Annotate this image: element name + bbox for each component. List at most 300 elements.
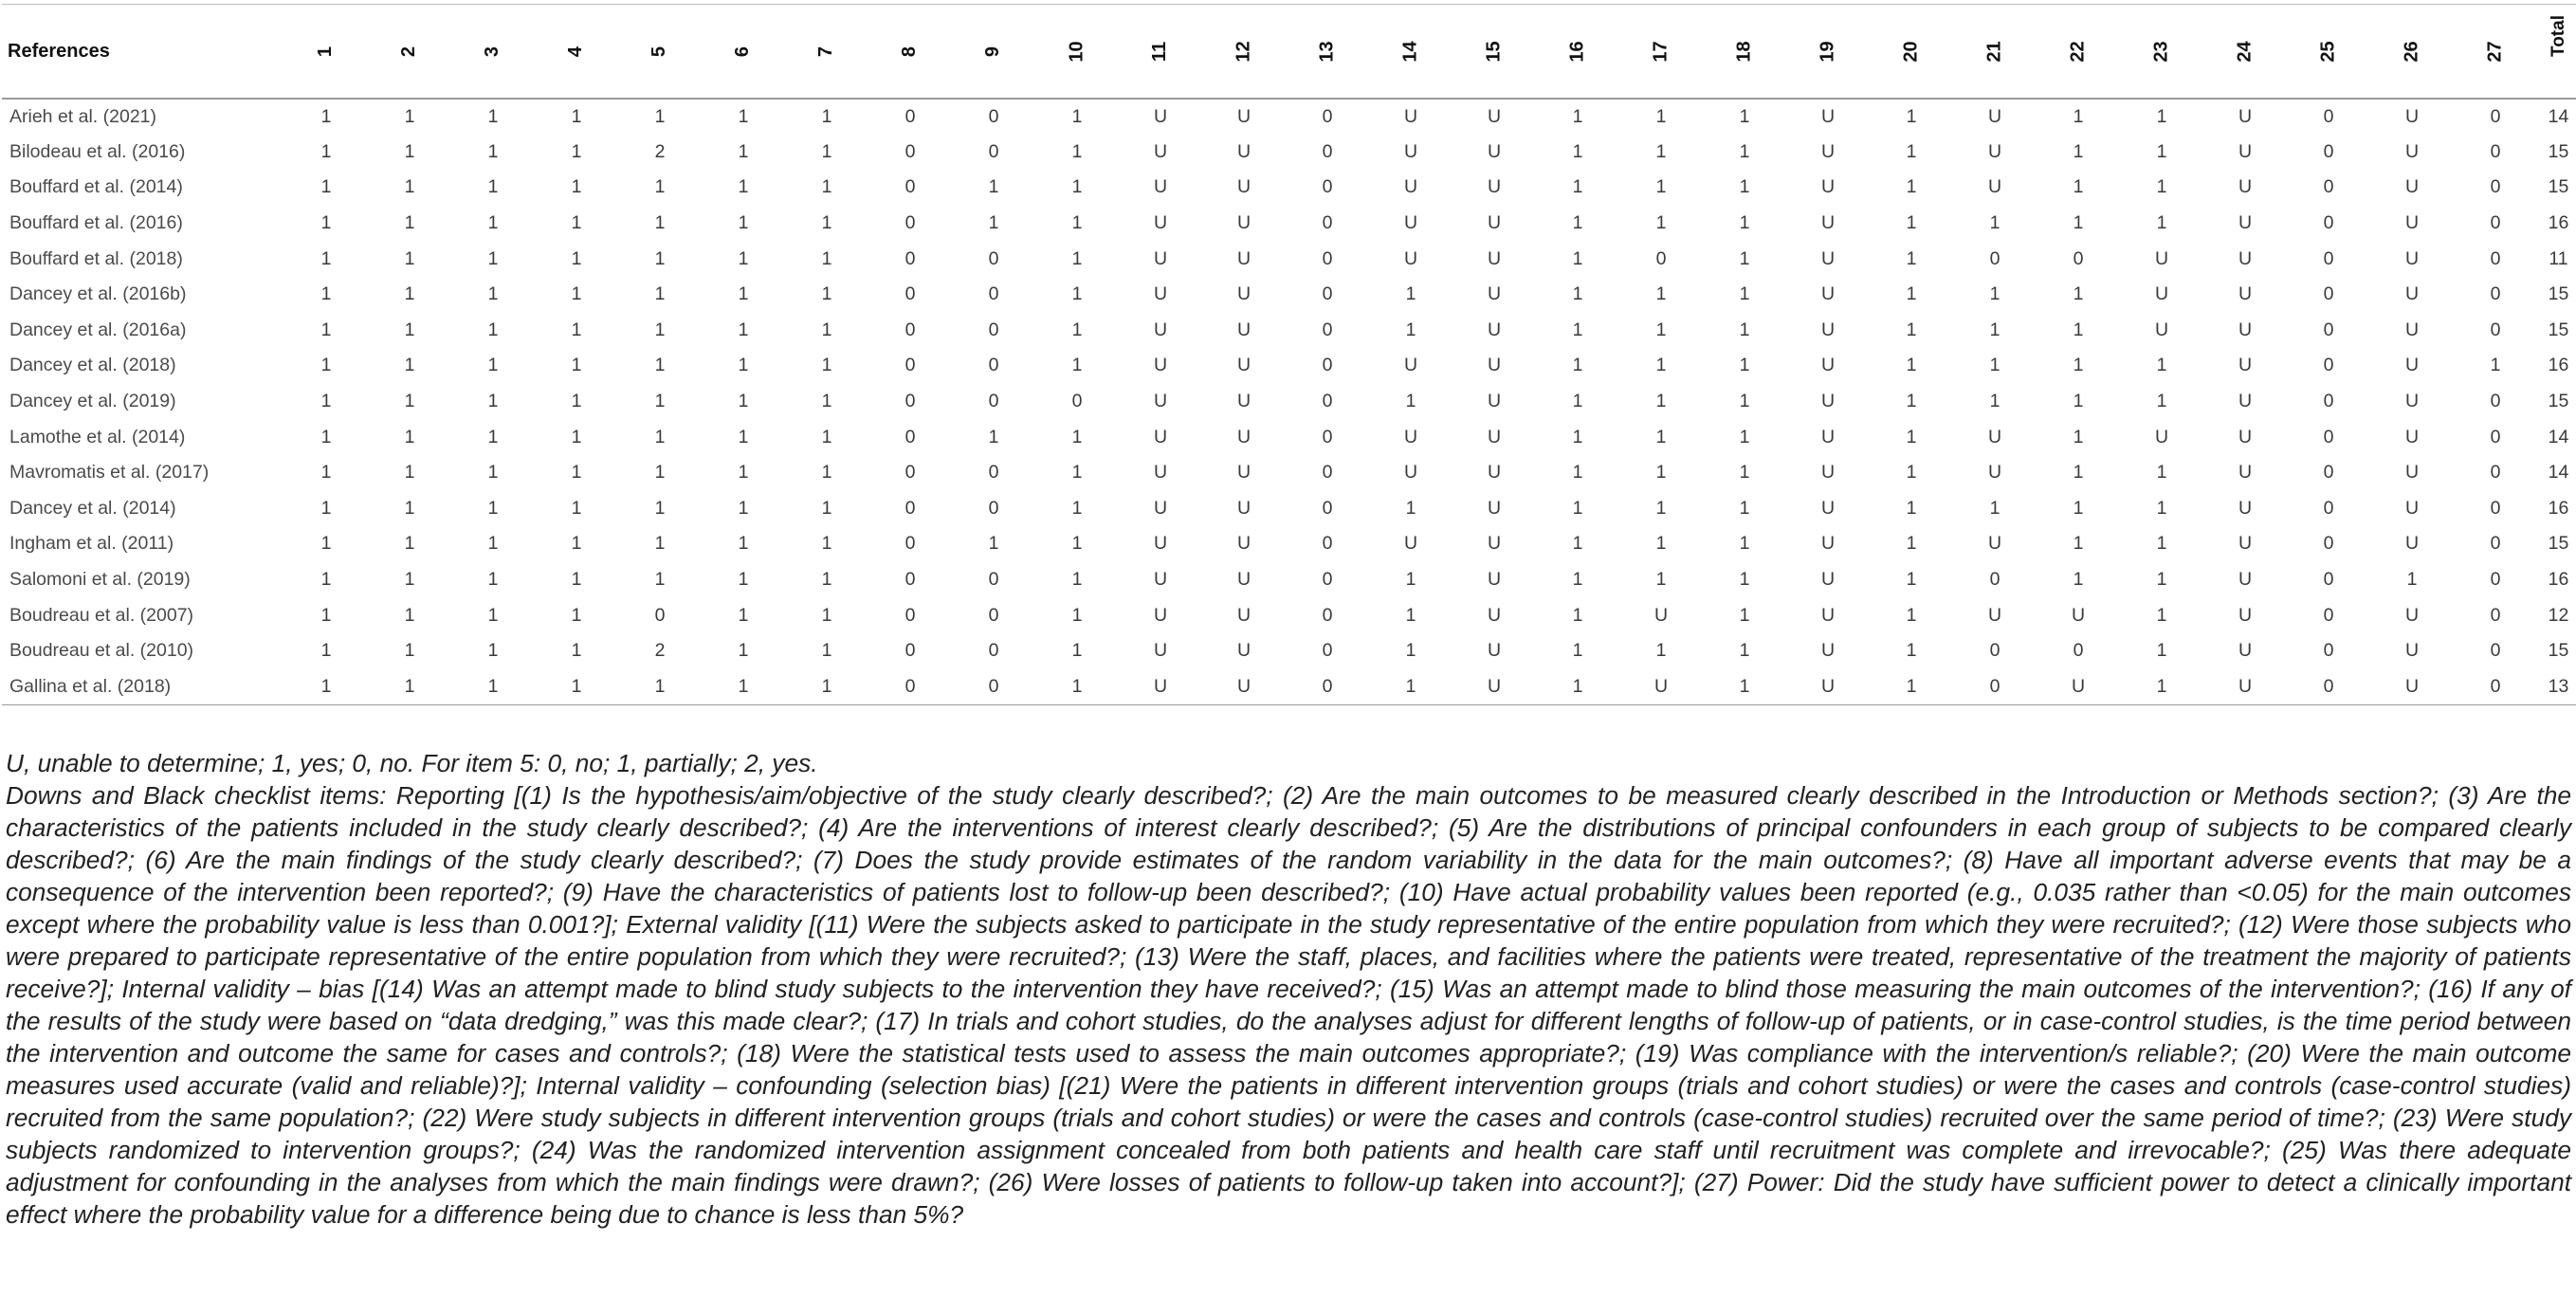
score-cell: U xyxy=(1202,669,1286,705)
reference-cell: Ingham et al. (2011) xyxy=(9,533,174,555)
score-cell: 1 xyxy=(284,669,368,705)
score-cell: U xyxy=(1786,669,1870,705)
score-cell: U xyxy=(1820,569,1836,591)
score-cell: 0 xyxy=(1322,247,1333,269)
score-cell: 1 xyxy=(404,426,415,447)
score-cell: 0 xyxy=(988,283,999,305)
score-cell: 1 xyxy=(571,176,582,198)
score-cell: 1 xyxy=(1071,569,1083,591)
score-cell: 1 xyxy=(1739,426,1750,447)
item-column-header xyxy=(1369,5,1452,100)
score-cell: 0 xyxy=(1322,176,1333,198)
score-cell: U xyxy=(2071,604,2086,626)
score-cell: 1 xyxy=(1405,569,1416,591)
score-cell: 1 xyxy=(1906,391,1917,412)
score-cell: 1 xyxy=(1906,355,1917,376)
score-cell: U xyxy=(2238,391,2253,412)
score-cell: U xyxy=(2404,391,2420,412)
score-cell: 0 xyxy=(2490,283,2501,305)
score-cell: U xyxy=(1487,140,1502,162)
score-cell: 1 xyxy=(1906,319,1917,340)
score-cell: 0 xyxy=(2323,355,2334,376)
score-cell: U xyxy=(2404,247,2420,269)
score-cell: 1 xyxy=(1405,497,1416,519)
score-cell: U xyxy=(2404,497,2420,519)
score-cell: 1 xyxy=(1071,105,1083,127)
score-cell: 1 xyxy=(821,426,832,447)
score-cell: 1 xyxy=(738,604,749,626)
score-cell: 1 xyxy=(1405,640,1416,662)
score-cell: 1 xyxy=(1655,533,1667,555)
score-cell: 1 xyxy=(2156,533,2167,555)
item-column-header-label: 13 xyxy=(1316,40,1338,63)
item-column-header-label: 17 xyxy=(1650,40,1672,63)
score-cell: 1 xyxy=(1989,283,2001,305)
score-cell: 1 xyxy=(320,391,332,412)
item-column-header xyxy=(1536,5,1619,100)
score-cell: 0 xyxy=(1322,569,1333,591)
score-cell: U xyxy=(1403,462,1418,484)
score-cell: U xyxy=(1236,640,1251,662)
score-cell: 1 xyxy=(1536,669,1619,705)
score-cell: U xyxy=(1153,426,1168,447)
score-cell: 1 xyxy=(487,140,499,162)
score-cell: 1 xyxy=(1071,640,1083,662)
score-cell: 0 xyxy=(2323,604,2334,626)
score-cell: 1 xyxy=(487,640,499,662)
item-column-header xyxy=(1953,5,2037,100)
item-column-header xyxy=(2287,5,2370,100)
score-cell: U xyxy=(1153,497,1168,519)
score-cell: 1 xyxy=(654,355,666,376)
score-cell: 1 xyxy=(618,669,702,705)
score-cell: 0 xyxy=(904,105,916,127)
score-cell: U xyxy=(1153,105,1168,127)
item-column-header-label: 25 xyxy=(2317,40,2339,63)
score-cell: U xyxy=(1987,426,2002,447)
score-cell: 1 xyxy=(1739,247,1750,269)
score-cell: 1 xyxy=(1572,355,1583,376)
score-cell: U xyxy=(1153,462,1168,484)
score-cell: 0 xyxy=(904,604,916,626)
score-cell: 1 xyxy=(1739,283,1750,305)
item-column-header-label: 19 xyxy=(1817,40,1838,63)
score-cell: 1 xyxy=(320,176,332,198)
item-column-header-label: 20 xyxy=(1900,40,1922,63)
score-cell: 1 xyxy=(487,355,499,376)
score-cell: 0 xyxy=(1322,391,1333,412)
score-cell: 1 xyxy=(654,426,666,447)
item-column-header-label: 4 xyxy=(565,46,587,57)
score-cell: U xyxy=(1987,140,2002,162)
score-cell: U xyxy=(1236,355,1251,376)
score-cell: 1 xyxy=(404,319,415,340)
score-cell: 0 xyxy=(2287,669,2370,705)
item-column-header-label: 8 xyxy=(899,46,921,57)
score-cell: 1 xyxy=(320,355,332,376)
score-cell: 1 xyxy=(1071,140,1083,162)
score-cell: 1 xyxy=(821,176,832,198)
score-cell: 1 xyxy=(988,176,999,198)
item-column-header-label: 15 xyxy=(1483,40,1505,63)
score-cell: 1 xyxy=(1739,391,1750,412)
score-cell: 1 xyxy=(487,105,499,127)
score-cell: 1 xyxy=(1071,533,1083,555)
score-cell: U xyxy=(1487,569,1502,591)
score-cell: 0 xyxy=(2490,105,2501,127)
item-column-header-label: 12 xyxy=(1233,40,1254,63)
item-column-header xyxy=(1202,5,1286,100)
score-cell: 1 xyxy=(571,497,582,519)
item-column-header xyxy=(2037,5,2120,100)
item-column-header xyxy=(1452,5,1536,100)
score-cell: 1 xyxy=(1870,669,1953,705)
score-cell: 0 xyxy=(904,391,916,412)
score-cell: 0 xyxy=(1071,391,1083,412)
score-cell: 1 xyxy=(2073,319,2084,340)
score-cell: 1 xyxy=(1739,140,1750,162)
score-cell: U xyxy=(2404,604,2420,626)
score-cell: 1 xyxy=(368,669,451,705)
score-cell: 1 xyxy=(571,247,582,269)
item-column-header xyxy=(1035,5,1119,100)
score-cell: U xyxy=(1403,533,1418,555)
score-cell: 1 xyxy=(2073,391,2084,412)
score-cell: 1 xyxy=(821,604,832,626)
score-cell: 0 xyxy=(988,604,999,626)
score-cell: 1 xyxy=(571,640,582,662)
score-cell: 1 xyxy=(571,533,582,555)
score-cell: 1 xyxy=(1572,640,1583,662)
score-cell: 1 xyxy=(2156,462,2167,484)
table-row xyxy=(2,491,2576,527)
score-cell: 1 xyxy=(1989,319,2001,340)
score-cell: 1 xyxy=(1655,105,1667,127)
score-cell: U xyxy=(1987,533,2002,555)
score-cell: 0 xyxy=(904,140,916,162)
score-legend: U, unable to determine; 1, yes; 0, no. For item 5: 0, no; 1, partially; 2, yes. xyxy=(6,749,818,777)
table-footnotes xyxy=(6,747,2571,1231)
score-cell: 1 xyxy=(571,140,582,162)
score-cell: U xyxy=(1403,355,1418,376)
score-cell: 1 xyxy=(1572,283,1583,305)
score-cell: U xyxy=(1153,569,1168,591)
score-cell: U xyxy=(2404,533,2420,555)
score-cell: 0 xyxy=(2490,533,2501,555)
item-column-header xyxy=(952,5,1035,100)
score-cell: U xyxy=(1403,426,1418,447)
score-cell: 1 xyxy=(320,640,332,662)
total-cell: 16 xyxy=(2548,355,2569,376)
score-cell: U xyxy=(1119,669,1202,705)
score-cell: 1 xyxy=(654,247,666,269)
reference-cell: Bilodeau et al. (2016) xyxy=(9,140,186,162)
score-cell: U xyxy=(2404,426,2420,447)
item-column-header xyxy=(702,5,785,100)
score-cell: U xyxy=(1820,462,1836,484)
score-cell: 1 xyxy=(487,319,499,340)
score-cell: U xyxy=(2404,105,2420,127)
reference-cell: Salomoni et al. (2019) xyxy=(9,569,191,591)
table-row xyxy=(2,562,2576,598)
item-column-header-label: 11 xyxy=(1149,41,1171,62)
score-cell: 1 xyxy=(1071,355,1083,376)
score-cell: 1 xyxy=(404,212,415,234)
score-cell: 1 xyxy=(1739,355,1750,376)
score-cell: 1 xyxy=(821,533,832,555)
score-cell: U xyxy=(1153,391,1168,412)
score-cell: 1 xyxy=(738,176,749,198)
item-column-header xyxy=(1619,5,1703,100)
score-cell: 1 xyxy=(1739,497,1750,519)
score-cell: 0 xyxy=(988,247,999,269)
score-cell: 1 xyxy=(320,247,332,269)
table-header-row xyxy=(2,5,2576,100)
table-row xyxy=(2,277,2576,313)
score-cell: 1 xyxy=(2156,640,2167,662)
score-cell: U xyxy=(1153,604,1168,626)
score-cell: 1 xyxy=(821,462,832,484)
item-column-header xyxy=(2203,5,2287,100)
total-cell: 15 xyxy=(2548,319,2569,340)
score-cell: 1 xyxy=(1405,604,1416,626)
score-cell: U xyxy=(2154,426,2169,447)
table-row xyxy=(2,170,2576,206)
score-cell: U xyxy=(1487,283,1502,305)
score-cell: 1 xyxy=(821,212,832,234)
score-cell: 0 xyxy=(1322,319,1333,340)
score-cell: 0 xyxy=(1322,533,1333,555)
score-cell: U xyxy=(1403,176,1418,198)
score-cell: 0 xyxy=(2490,604,2501,626)
score-cell: 1 xyxy=(654,533,666,555)
score-cell: 1 xyxy=(821,497,832,519)
total-cell: 16 xyxy=(2548,569,2569,591)
score-cell: 1 xyxy=(1989,497,2001,519)
score-cell: 1 xyxy=(2156,105,2167,127)
score-cell: 1 xyxy=(1739,176,1750,198)
score-cell: 1 xyxy=(320,462,332,484)
score-cell: 1 xyxy=(738,391,749,412)
score-cell: 0 xyxy=(1989,640,2001,662)
score-cell: 1 xyxy=(571,391,582,412)
score-cell: 0 xyxy=(988,355,999,376)
score-cell: U xyxy=(1487,604,1502,626)
score-cell: 0 xyxy=(2323,283,2334,305)
score-cell: 0 xyxy=(2323,140,2334,162)
score-cell: 1 xyxy=(654,319,666,340)
score-cell: 1 xyxy=(1572,105,1583,127)
item-column-header xyxy=(1703,5,1786,100)
score-cell: U xyxy=(1653,604,1669,626)
score-cell: 1 xyxy=(738,105,749,127)
score-cell: U xyxy=(1487,319,1502,340)
total-cell: 15 xyxy=(2548,533,2569,555)
score-cell: 0 xyxy=(904,176,916,198)
score-cell: 0 xyxy=(952,669,1035,705)
item-column-header xyxy=(368,5,451,100)
item-column-header-label: 24 xyxy=(2234,40,2256,63)
score-cell: U xyxy=(2404,283,2420,305)
item-column-header-label: 1 xyxy=(315,46,337,57)
score-cell: U xyxy=(1153,533,1168,555)
score-cell: 1 xyxy=(1655,283,1667,305)
score-cell: 1 xyxy=(404,391,415,412)
score-cell: 1 xyxy=(487,533,499,555)
score-cell: 1 xyxy=(2073,212,2084,234)
score-cell: 1 xyxy=(571,426,582,447)
score-cell: 0 xyxy=(654,604,666,626)
score-cell: 1 xyxy=(1739,462,1750,484)
score-cell: U xyxy=(1236,247,1251,269)
score-cell: U xyxy=(2238,497,2253,519)
score-cell: 1 xyxy=(1035,669,1119,705)
score-cell: 1 xyxy=(821,319,832,340)
score-cell: 1 xyxy=(2120,669,2203,705)
score-cell: U xyxy=(1487,497,1502,519)
score-cell: U xyxy=(2238,140,2253,162)
score-cell: 2 xyxy=(654,640,666,662)
score-cell: 0 xyxy=(1322,604,1333,626)
score-cell: 1 xyxy=(451,669,535,705)
score-cell: U xyxy=(2404,176,2420,198)
total-cell: 16 xyxy=(2548,497,2569,519)
item-column-header-label: 27 xyxy=(2484,40,2506,63)
score-cell: 1 xyxy=(738,640,749,662)
score-cell: 1 xyxy=(654,105,666,127)
score-cell: 1 xyxy=(988,212,999,234)
score-cell: 1 xyxy=(738,212,749,234)
score-cell: 0 xyxy=(2490,426,2501,447)
score-cell: 1 xyxy=(1071,176,1083,198)
score-cell: 0 xyxy=(2323,569,2334,591)
score-cell: 1 xyxy=(2073,283,2084,305)
score-cell: 1 xyxy=(1655,212,1667,234)
score-cell: 1 xyxy=(404,497,415,519)
table-row xyxy=(2,313,2576,349)
score-cell: 0 xyxy=(2323,319,2334,340)
score-cell: 0 xyxy=(2323,212,2334,234)
score-cell: 1 xyxy=(1572,247,1583,269)
score-cell: 1 xyxy=(1906,462,1917,484)
score-cell: U xyxy=(2238,319,2253,340)
score-cell: U xyxy=(1153,640,1168,662)
score-cell: U xyxy=(1820,212,1836,234)
item-column-header-label: 2 xyxy=(398,46,420,57)
score-cell: 0 xyxy=(988,319,999,340)
score-cell: 1 xyxy=(1906,105,1917,127)
score-cell: 1 xyxy=(320,283,332,305)
score-cell: 1 xyxy=(487,569,499,591)
score-cell: 1 xyxy=(738,533,749,555)
score-cell: U xyxy=(1987,176,2002,198)
score-cell: 1 xyxy=(821,640,832,662)
score-cell: 1 xyxy=(320,426,332,447)
score-cell: 1 xyxy=(1572,426,1583,447)
score-cell: 0 xyxy=(2490,462,2501,484)
score-cell: 1 xyxy=(654,569,666,591)
table-row xyxy=(2,597,2576,633)
score-cell: 1 xyxy=(702,669,785,705)
reference-cell: Dancey et al. (2014) xyxy=(9,497,176,519)
table-row xyxy=(2,99,2576,135)
score-cell: 1 xyxy=(1405,391,1416,412)
reference-cell: Lamothe et al. (2014) xyxy=(9,426,186,447)
score-cell: U xyxy=(1487,105,1502,127)
score-cell: 1 xyxy=(1071,604,1083,626)
score-cell: 1 xyxy=(1906,569,1917,591)
score-cell: 0 xyxy=(904,355,916,376)
score-cell: 1 xyxy=(1572,319,1583,340)
score-cell: 0 xyxy=(2323,462,2334,484)
score-cell: 1 xyxy=(821,105,832,127)
score-cell: U xyxy=(1236,105,1251,127)
score-cell: 1 xyxy=(1906,604,1917,626)
score-cell: 0 xyxy=(904,426,916,447)
score-cell: 1 xyxy=(2156,391,2167,412)
score-cell: 0 xyxy=(988,569,999,591)
score-cell: 1 xyxy=(1739,319,1750,340)
score-cell: U xyxy=(1987,604,2002,626)
score-cell: U xyxy=(1487,247,1502,269)
score-cell: U xyxy=(1403,212,1418,234)
total-column-header-label: Total xyxy=(2548,15,2568,57)
item-column-header xyxy=(2454,5,2537,100)
score-cell: 1 xyxy=(320,105,332,127)
item-column-header-label: 10 xyxy=(1066,40,1087,63)
score-cell: 1 xyxy=(571,355,582,376)
score-cell: 1 xyxy=(571,319,582,340)
item-column-header xyxy=(1870,5,1953,100)
score-cell: 0 xyxy=(2490,391,2501,412)
score-cell: U xyxy=(1153,319,1168,340)
score-cell: 1 xyxy=(1655,640,1667,662)
score-cell: U xyxy=(2238,212,2253,234)
item-column-header-label: 7 xyxy=(815,46,837,57)
score-cell: 1 xyxy=(1739,640,1750,662)
item-column-header-label: 26 xyxy=(2401,40,2422,63)
score-cell: 1 xyxy=(571,462,582,484)
quality-assessment-table-container xyxy=(2,4,2574,705)
score-cell: 1 xyxy=(320,212,332,234)
score-cell: 0 xyxy=(904,247,916,269)
score-cell: 0 xyxy=(904,319,916,340)
item-column-header-label: 22 xyxy=(2067,40,2089,63)
score-cell: 0 xyxy=(2490,319,2501,340)
score-cell: 1 xyxy=(1655,462,1667,484)
score-cell: U xyxy=(1153,176,1168,198)
score-cell: 1 xyxy=(571,604,582,626)
score-cell: 0 xyxy=(1953,669,2037,705)
score-cell: 1 xyxy=(1071,283,1083,305)
reference-cell: Dancey et al. (2019) xyxy=(9,391,176,412)
score-cell: 0 xyxy=(904,569,916,591)
score-cell: 1 xyxy=(320,604,332,626)
score-cell: 1 xyxy=(1906,283,1917,305)
score-cell: 0 xyxy=(1322,355,1333,376)
item-column-header xyxy=(284,5,368,100)
score-cell: 0 xyxy=(988,140,999,162)
reference-cell: Bouffard et al. (2014) xyxy=(9,176,183,198)
score-cell: 1 xyxy=(1739,212,1750,234)
score-cell: 0 xyxy=(1322,283,1333,305)
total-cell: 15 xyxy=(2548,391,2569,412)
total-cell: 14 xyxy=(2548,105,2569,127)
score-cell: U xyxy=(1236,176,1251,198)
score-cell: U xyxy=(2238,533,2253,555)
item-column-header xyxy=(535,5,618,100)
score-cell: 0 xyxy=(988,105,999,127)
